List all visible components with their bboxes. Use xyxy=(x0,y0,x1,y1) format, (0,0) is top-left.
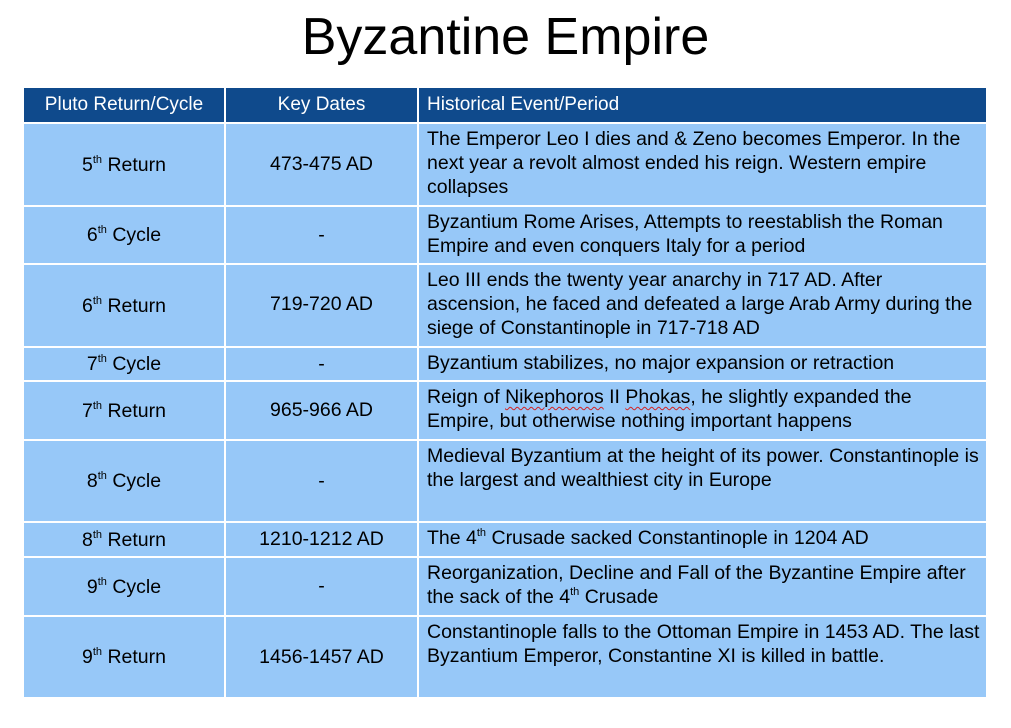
event-cell: Reorganization, Decline and Fall of the Byzantine Empire after the sack of the 4th Crusade xyxy=(418,557,987,616)
event-cell: Reign of Nikephoros II Phokas, he slightly expanded the Empire, but otherwise nothing important happens xyxy=(418,381,987,440)
table-row xyxy=(23,616,987,698)
dates-cell: 1456-1457 AD xyxy=(225,616,418,698)
event-cell: Constantinople falls to the Ottoman Empire in 1453 AD. The last Byzantium Emperor, Constantine XI is killed in battle. xyxy=(418,616,987,698)
header-event: Historical Event/Period xyxy=(418,88,987,123)
table-row xyxy=(23,440,987,522)
pluto-cycle-table xyxy=(22,88,988,699)
cycle-cell: 7th Return xyxy=(23,381,225,440)
table-row xyxy=(23,123,987,206)
header-cycle: Pluto Return/Cycle xyxy=(23,88,225,123)
header-dates: Key Dates xyxy=(225,88,418,123)
event-cell: The Emperor Leo I dies and & Zeno becomes Emperor. In the next year a revolt almost ended his reign. Western empire collapses xyxy=(418,123,987,206)
cycle-cell: 9th Cycle xyxy=(23,557,225,616)
table-row xyxy=(23,206,987,264)
event-cell: Byzantium stabilizes, no major expansion or retraction xyxy=(418,347,987,381)
dates-cell: 473-475 AD xyxy=(225,123,418,206)
table-row xyxy=(23,381,987,440)
cycle-cell: 5th Return xyxy=(23,123,225,206)
cycle-cell: 6th Return xyxy=(23,264,225,347)
dates-cell: 719-720 AD xyxy=(225,264,418,347)
cycle-cell: 9th Return xyxy=(23,616,225,698)
event-cell: Leo III ends the twenty year anarchy in 717 AD. After ascension, he faced and defeated a large Arab Army during the siege of Constantinople in 717-718 AD xyxy=(418,264,987,347)
dates-cell: - xyxy=(225,440,418,522)
cycle-cell: 6th Cycle xyxy=(23,206,225,264)
cycle-cell: 7th Cycle xyxy=(23,347,225,381)
event-cell: Byzantium Rome Arises, Attempts to reestablish the Roman Empire and even conquers Italy for a period xyxy=(418,206,987,264)
cycle-cell: 8th Cycle xyxy=(23,440,225,522)
table-row xyxy=(23,347,987,381)
table-row xyxy=(23,522,987,557)
spellcheck-word: Nikephoros xyxy=(505,386,604,408)
table-header-row xyxy=(23,88,987,123)
table-row xyxy=(23,557,987,616)
dates-cell: 965-966 AD xyxy=(225,381,418,440)
event-cell: The 4th Crusade sacked Constantinople in 1204 AD xyxy=(418,522,987,557)
event-cell: Medieval Byzantium at the height of its power. Constantinople is the largest and wealthiest city in Europe xyxy=(418,440,987,522)
dates-cell: - xyxy=(225,557,418,616)
dates-cell: - xyxy=(225,347,418,381)
slide-title: Byzantine Empire xyxy=(301,8,710,66)
cycle-cell: 8th Return xyxy=(23,522,225,557)
dates-cell: 1210-1212 AD xyxy=(225,522,418,557)
dates-cell: - xyxy=(225,206,418,264)
spellcheck-word: Phokas xyxy=(625,386,691,408)
table-row xyxy=(23,264,987,347)
